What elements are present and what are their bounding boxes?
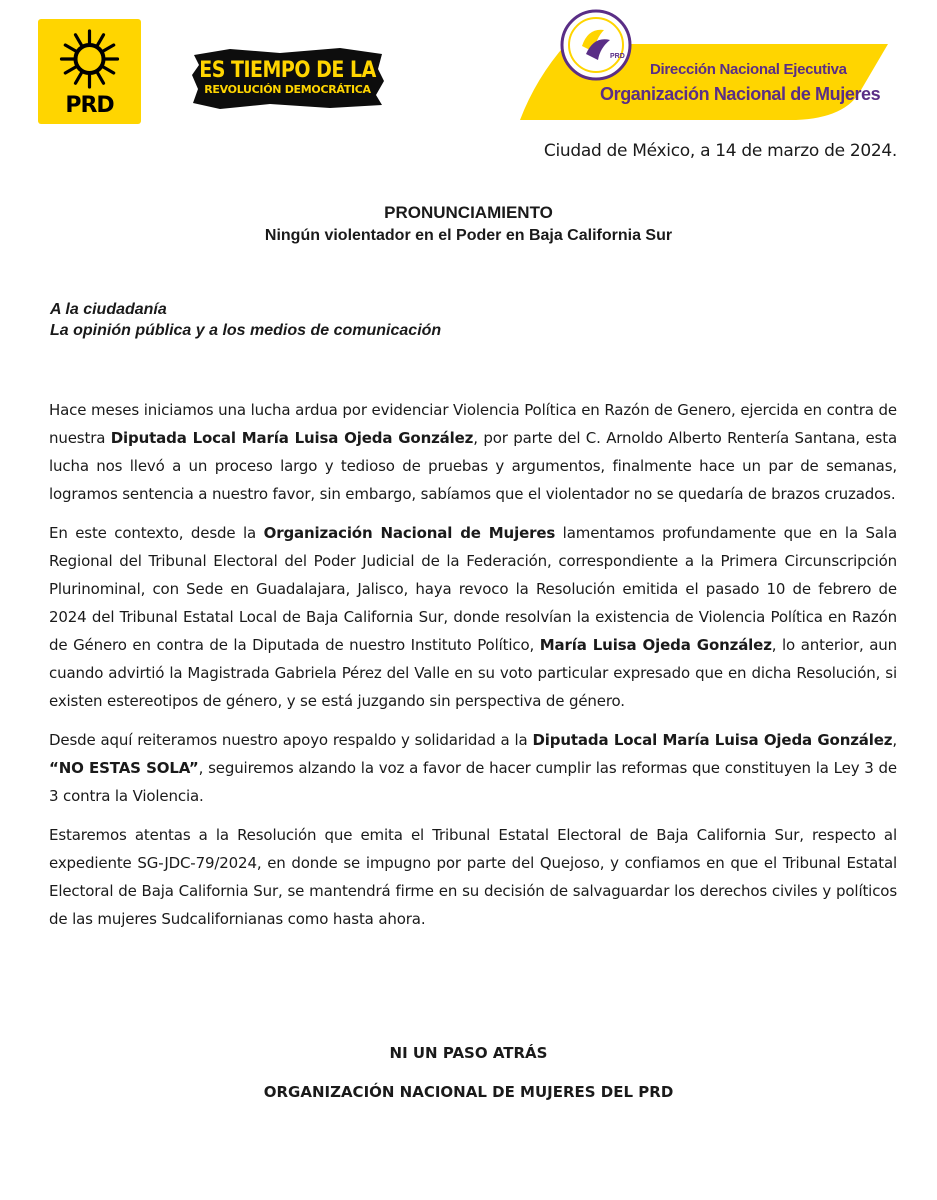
campaign-line2: REVOLUCIÓN DEMOCRÁTICA: [204, 83, 371, 96]
bold-text: Diputada Local María Luisa Ojeda González: [110, 429, 474, 447]
body-paragraph: [49, 396, 897, 508]
body-paragraph: [49, 821, 897, 933]
closing-slogan: NI UN PASO ATRÁS: [389, 1044, 548, 1062]
text-run: En este contexto, desde la: [49, 524, 264, 542]
addressee-line-1: A la ciudadanía: [50, 301, 167, 318]
body-paragraph: [49, 519, 897, 715]
closing-signature: ORGANIZACIÓN NACIONAL DE MUJERES DEL PRD: [263, 1083, 674, 1101]
bold-text: Diputada Local María Luisa Ojeda González: [532, 731, 893, 749]
bold-text: María Luisa Ojeda González: [539, 636, 772, 654]
bold-text: “NO ESTAS SOLA”: [49, 759, 199, 777]
text-run: ,: [892, 731, 897, 749]
text-run: lamentamos profundamente que en la Sala Regional del Tribunal Electoral del Poder Judicial de la Federación, correspondiente a la Primera Circunscripción Plurinominal, con Sede en Guadalajara, Jalisco, haya revoco la Resolución emitida el pasado 10 de febrero de 2024 del Tribunal Estatal Local de Baja California Sur, donde resolvían la existencia de Violencia Política en Razón de Género en contra de la Diputada de nuestro Instituto Político,: [49, 524, 897, 654]
document-date: Ciudad de México, a 14 de marzo de 2024.: [543, 141, 897, 161]
onm-emblem-text: PRD: [610, 53, 625, 60]
document-title: PRONUNCIAMIENTO: [384, 203, 553, 222]
text-run: Hace meses iniciamos una lucha ardua por evidenciar Violencia Política en Razón de Genero, ejercida en contra de nuestra: [49, 401, 897, 447]
addressee-line-2: La opinión pública y a los medios de comunicación: [50, 322, 442, 339]
prd-logo: [38, 19, 141, 124]
campaign-line1: ES TIEMPO DE LA: [199, 57, 376, 83]
onm-line2: Organización Nacional de Mujeres: [600, 84, 881, 104]
text-run: , lo anterior, aun cuando advirtió la Magistrada Gabriela Pérez del Valle en su voto particular expresado que en dicha Resolución, si existen estereotipos de género, y se está juzgando sin perspectiva de género.: [49, 636, 897, 710]
document-subtitle: Ningún violentador en el Poder en Baja California Sur: [264, 227, 673, 244]
prd-logo-text: PRD: [65, 93, 114, 118]
document-body: [49, 396, 897, 944]
bold-text: Organización Nacional de Mujeres: [263, 524, 556, 542]
body-paragraph: [49, 726, 897, 810]
campaign-logo: [190, 45, 385, 111]
onm-line1: Dirección Nacional Ejecutiva: [650, 61, 847, 78]
text-run: Desde aquí reiteramos nuestro apoyo respaldo y solidaridad a la: [49, 731, 533, 749]
text-run: Estaremos atentas a la Resolución que emita el Tribunal Estatal Electoral de Baja California Sur, respecto al expediente SG-JDC-79/2024, en donde se impugno por parte del Quejoso, y confiamos en que el Tribunal Estatal Electoral de Baja California Sur, se mantendrá firme en su decisión de salvaguardar los derechos civiles y políticos de las mujeres Sudcalifornianas como hasta ahora.: [49, 826, 897, 928]
text-run: , seguiremos alzando la voz a favor de hacer cumplir las reformas que constituyen la Ley 3 de 3 contra la Violencia.: [49, 759, 897, 805]
text-run: , por parte del C. Arnoldo Alberto Rentería Santana, esta lucha nos llevó a un proceso largo y tedioso de pruebas y argumentos, finalmente hace un par de semanas, logramos sentencia a nuestro favor, sin embargo, sabíamos que el violentador no se quedaría de brazos cruzados.: [49, 429, 897, 503]
onm-header: [516, 8, 896, 130]
